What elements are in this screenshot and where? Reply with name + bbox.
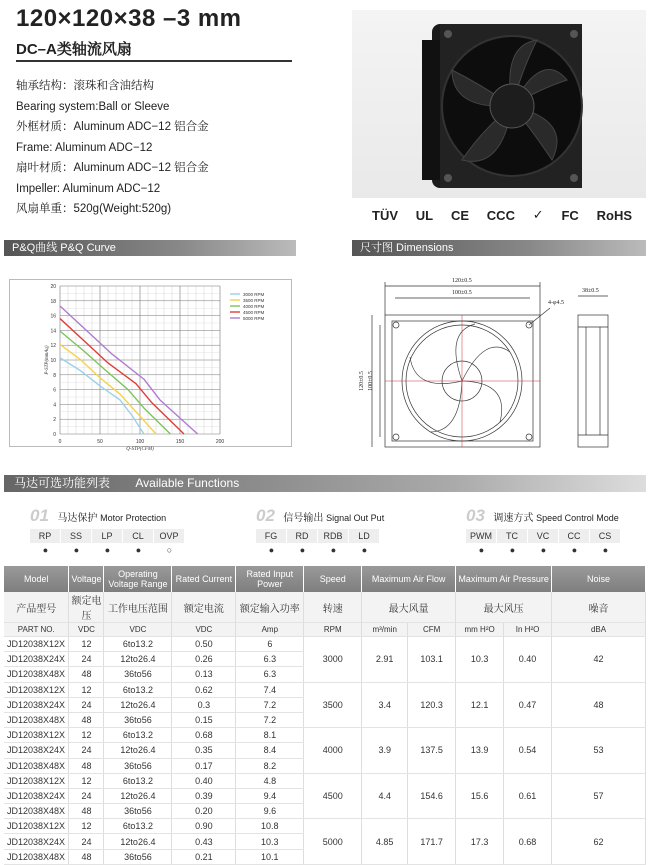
table-cell: JD12038X24X xyxy=(4,697,69,712)
table-cell: JD12038X48X xyxy=(4,849,69,864)
col-header: Rated Current xyxy=(172,566,236,592)
table-cell: 0.20 xyxy=(172,804,236,819)
y-tick-label: 20 xyxy=(50,284,56,290)
function-code: OVP ○ xyxy=(154,529,185,557)
table-cell: JD12038X48X xyxy=(4,804,69,819)
pq-chart xyxy=(9,279,292,452)
dim-height-outer: 120±0.5 xyxy=(358,371,365,391)
table-cell: 0.3 xyxy=(172,697,236,712)
table-cell: 36to56 xyxy=(104,712,172,727)
dim-height-inner: 100±0.5 xyxy=(367,371,374,391)
x-tick-label: 200 xyxy=(215,439,225,445)
table-cell: 4.8 xyxy=(236,773,304,788)
table-cell: JD12038X24X xyxy=(4,834,69,849)
table-cell: 6 xyxy=(236,637,304,652)
function-code: FG ● xyxy=(256,529,287,557)
table-group-cell: 62 xyxy=(552,819,646,865)
table-group-cell: 3.9 xyxy=(362,728,408,774)
table-row xyxy=(4,819,646,834)
function-title-cn: 调速方式 xyxy=(493,512,534,524)
function-title xyxy=(57,509,166,524)
table-cell: 0.35 xyxy=(172,743,236,758)
dimensions-header: 尺寸图 Dimensions xyxy=(352,240,646,256)
spec-item: 外框材质：Aluminum ADC−12 铝合金 xyxy=(16,121,209,133)
table-cell: 0.21 xyxy=(172,849,236,864)
table-group-cell: 2.91 xyxy=(362,637,408,683)
function-number: 03 xyxy=(466,506,485,525)
table-cell: 12to26.4 xyxy=(104,743,172,758)
table-cell: 36to56 xyxy=(104,849,172,864)
x-tick-label: 50 xyxy=(97,439,103,445)
table-cell: 0.90 xyxy=(172,819,236,834)
col-header: Voltage xyxy=(69,566,104,592)
legend-label: 3500 RPM xyxy=(243,297,265,303)
tuv-logo: TÜV xyxy=(372,207,398,223)
legend-label: 4500 RPM xyxy=(243,309,265,315)
table-cell: 12 xyxy=(69,728,104,743)
table-group-cell: 0.40 xyxy=(504,637,552,683)
table-cell: 12 xyxy=(69,773,104,788)
table-cell: 24 xyxy=(69,834,104,849)
page-title: 120×120×38 –3 mm xyxy=(16,5,242,32)
function-code: SS ● xyxy=(61,529,92,557)
table-cell: 10.1 xyxy=(236,849,304,864)
table-row xyxy=(4,637,646,652)
ul-logo: UL xyxy=(415,207,434,223)
table-group-cell: 0.68 xyxy=(504,819,552,865)
pq-chart-svg xyxy=(10,280,293,452)
table-group-cell: 13.9 xyxy=(456,728,504,774)
col-header: Operating Voltage Range xyxy=(104,566,172,592)
x-tick-label: 150 xyxy=(175,439,185,445)
table-cell: 12 xyxy=(69,819,104,834)
table-cell: JD12038X48X xyxy=(4,667,69,682)
table-group-cell: 4000 xyxy=(304,728,362,774)
table-cell: 48 xyxy=(69,758,104,773)
certification-logos xyxy=(372,202,632,228)
function-code: LP ● xyxy=(92,529,123,557)
ce-logo: CE xyxy=(450,207,469,223)
table-cell: 0.39 xyxy=(172,788,236,803)
table-group-cell: 120.3 xyxy=(408,682,456,728)
table-cell: 6to13.2 xyxy=(104,819,172,834)
table-cell: 7.2 xyxy=(236,712,304,727)
table-row xyxy=(4,728,646,743)
table-cell: JD12038X12X xyxy=(4,637,69,652)
table-cell: 48 xyxy=(69,667,104,682)
dimension-drawing xyxy=(360,272,650,457)
table-group-cell: 5000 xyxy=(304,819,362,865)
table-cell: 24 xyxy=(69,743,104,758)
function-title-en: Speed Control Mode xyxy=(536,512,619,523)
table-cell: 8.1 xyxy=(236,728,304,743)
col-header: Noise xyxy=(552,566,646,592)
table-cell: 0.50 xyxy=(172,637,236,652)
y-tick-label: 18 xyxy=(50,298,56,305)
table-cell: 6.3 xyxy=(236,652,304,667)
dim-depth: 38±0.5 xyxy=(582,288,599,294)
table-cell: 24 xyxy=(69,697,104,712)
table-group-cell: 0.61 xyxy=(504,773,552,819)
table-group-cell: 137.5 xyxy=(408,728,456,774)
dim-hole: 4-φ4.5 xyxy=(548,300,564,306)
table-cell: JD12038X48X xyxy=(4,758,69,773)
function-title-cn: 马达保护 xyxy=(57,512,98,524)
table-group-cell: 53 xyxy=(552,728,646,774)
table-cell: 0.40 xyxy=(172,773,236,788)
function-code: RP ● xyxy=(30,529,61,557)
dim-width-inner: 100±0.5 xyxy=(452,290,472,296)
table-unit-row: PART NO. VDC VDC VDC Amp RPM m³/min CFM mm H²O In H²O dBA xyxy=(4,623,646,637)
table-cell: 6to13.2 xyxy=(104,682,172,697)
table-group-cell: 154.6 xyxy=(408,773,456,819)
table-cell: 12to26.4 xyxy=(104,697,172,712)
table-cell: 12 xyxy=(69,637,104,652)
table-group-cell: 171.7 xyxy=(408,819,456,865)
functions-header-cn: 马达可选功能列表 xyxy=(14,476,111,490)
col-header: Speed xyxy=(304,566,362,592)
table-group-cell: 17.3 xyxy=(456,819,504,865)
table-group-cell: 0.54 xyxy=(504,728,552,774)
spec-item: 扇叶材质：Aluminum ADC−12 铝合金 xyxy=(16,162,209,174)
function-code: CC ● xyxy=(559,529,590,557)
function-code: CS ● xyxy=(590,529,621,557)
fc-logo: FC xyxy=(561,207,579,223)
spec-item: Impeller: Aluminum ADC−12 xyxy=(16,182,161,195)
function-number: 01 xyxy=(30,506,49,525)
table-cell: JD12038X48X xyxy=(4,712,69,727)
table-cell: 7.4 xyxy=(236,682,304,697)
table-cell: 0.68 xyxy=(172,728,236,743)
function-group-motor-protection xyxy=(30,506,185,557)
function-code: LD ● xyxy=(349,529,380,557)
table-group-cell: 48 xyxy=(552,682,646,728)
table-cell: 9.4 xyxy=(236,788,304,803)
table-cell: 0.62 xyxy=(172,682,236,697)
table-group-cell: 3.4 xyxy=(362,682,408,728)
table-cell: 48 xyxy=(69,849,104,864)
table-cell: 0.13 xyxy=(172,667,236,682)
pq-curve-header: P&Q曲线 P&Q Curve xyxy=(4,240,296,256)
spec-item: 轴承结构：滚珠和含油结构 xyxy=(16,80,154,92)
table-cell: 0.43 xyxy=(172,834,236,849)
table-cell: JD12038X12X xyxy=(4,819,69,834)
table-group-cell: 42 xyxy=(552,637,646,683)
table-cell: 6to13.2 xyxy=(104,773,172,788)
table-cell: 12to26.4 xyxy=(104,788,172,803)
table-cell: 24 xyxy=(69,788,104,803)
legend-label: 5000 RPM xyxy=(243,315,265,321)
spec-item: Frame: Aluminum ADC−12 xyxy=(16,141,153,154)
table-group-cell: 10.3 xyxy=(456,637,504,683)
function-group-signal-output xyxy=(256,506,384,557)
functions-header xyxy=(4,475,646,492)
spec-list xyxy=(16,76,209,220)
table-row xyxy=(4,773,646,788)
dim-width-outer: 120±0.5 xyxy=(452,278,472,284)
y-tick-label: 14 xyxy=(50,328,56,335)
x-axis-label: Q-STP(CFM) xyxy=(126,447,154,452)
table-cell: 12to26.4 xyxy=(104,652,172,667)
y-tick-label: 0 xyxy=(53,432,56,438)
table-group-cell: 12.1 xyxy=(456,682,504,728)
table-cell: 24 xyxy=(69,652,104,667)
table-cell: 48 xyxy=(69,804,104,819)
table-cell: 8.2 xyxy=(236,758,304,773)
rohs-logo: RoHS xyxy=(596,207,632,223)
table-header-row xyxy=(4,566,646,592)
table-row xyxy=(4,682,646,697)
table-cell: 36to56 xyxy=(104,758,172,773)
table-cell: 0.17 xyxy=(172,758,236,773)
y-tick-label: 16 xyxy=(50,313,56,320)
table-group-cell: 4500 xyxy=(304,773,362,819)
function-code: TC ● xyxy=(497,529,528,557)
col-header: Maximum Air Flow xyxy=(362,566,456,592)
table-cell: 0.15 xyxy=(172,712,236,727)
y-tick-label: 2 xyxy=(53,417,56,424)
table-cell: 0.26 xyxy=(172,652,236,667)
function-code: VC ● xyxy=(528,529,559,557)
table-group-cell: 15.6 xyxy=(456,773,504,819)
table-cell: 12to26.4 xyxy=(104,834,172,849)
table-group-cell: 4.4 xyxy=(362,773,408,819)
function-number: 02 xyxy=(256,506,275,525)
table-cell: 10.8 xyxy=(236,819,304,834)
y-tick-label: 6 xyxy=(53,387,56,394)
table-cell: JD12038X12X xyxy=(4,773,69,788)
table-cell: JD12038X24X xyxy=(4,652,69,667)
table-cell: 6to13.2 xyxy=(104,728,172,743)
table-group-cell: 3500 xyxy=(304,682,362,728)
y-tick-label: 4 xyxy=(53,402,56,409)
y-tick-label: 10 xyxy=(50,358,56,364)
series-line xyxy=(60,331,170,434)
table-cell: JD12038X12X xyxy=(4,728,69,743)
table-cell: 7.2 xyxy=(236,697,304,712)
table-cell: 36to56 xyxy=(104,667,172,682)
legend-label: 3000 RPM xyxy=(243,291,265,297)
table-cell: JD12038X24X xyxy=(4,788,69,803)
table-cell: JD12038X12X xyxy=(4,682,69,697)
page-subtitle: DC–A类轴流风扇 xyxy=(16,41,132,58)
function-title-en: Signal Out Put xyxy=(326,512,385,523)
table-cell: 10.3 xyxy=(236,834,304,849)
function-code: RDB ● xyxy=(318,529,349,557)
x-tick-label: 100 xyxy=(135,439,145,445)
function-code: RD ● xyxy=(287,529,318,557)
function-title-cn: 信号输出 xyxy=(283,512,324,524)
function-code: CL ● xyxy=(123,529,154,557)
function-title xyxy=(493,509,618,524)
spec-item: 风扇单重：520g(Weight:520g) xyxy=(16,203,172,215)
table-cell: 6to13.2 xyxy=(104,637,172,652)
col-header: Maximum Air Pressure xyxy=(456,566,552,592)
y-tick-label: 12 xyxy=(50,343,56,350)
function-title xyxy=(283,509,384,524)
title-divider xyxy=(16,60,292,62)
fan-product-image xyxy=(352,10,646,198)
function-group-speed-control xyxy=(466,506,621,557)
function-code: PWM ● xyxy=(466,529,497,557)
ccc-logo: CCC xyxy=(486,207,515,223)
check-icon: ✓ xyxy=(532,207,544,222)
functions-header-en: Available Functions xyxy=(135,476,240,490)
y-axis-label: P-STP(mmAq) xyxy=(45,345,50,375)
table-cell: 8.4 xyxy=(236,743,304,758)
table-group-cell: 0.47 xyxy=(504,682,552,728)
table-cell: 36to56 xyxy=(104,804,172,819)
col-header: Rated Input Power xyxy=(236,566,304,592)
table-cell: JD12038X24X xyxy=(4,743,69,758)
function-title-en: Motor Protection xyxy=(100,512,167,523)
table-cell: 9.6 xyxy=(236,804,304,819)
col-header: Model xyxy=(4,566,69,592)
spec-item: Bearing system:Ball or Sleeve xyxy=(16,100,170,113)
series-line xyxy=(60,319,184,434)
spec-table xyxy=(4,566,646,865)
table-group-cell: 57 xyxy=(552,773,646,819)
table-group-cell: 4.85 xyxy=(362,819,408,865)
legend-label: 4000 RPM xyxy=(243,303,265,309)
x-tick-label: 0 xyxy=(58,439,62,445)
table-cell: 48 xyxy=(69,712,104,727)
table-cn-header-row: 产品型号 额定电压 工作电压范围 额定电流 额定输入功率 转速 最大风量 最大风压 噪音 xyxy=(4,592,646,623)
table-group-cell: 3000 xyxy=(304,637,362,683)
table-group-cell: 103.1 xyxy=(408,637,456,683)
table-cell: 6.3 xyxy=(236,667,304,682)
table-cell: 12 xyxy=(69,682,104,697)
y-tick-label: 8 xyxy=(53,372,56,379)
